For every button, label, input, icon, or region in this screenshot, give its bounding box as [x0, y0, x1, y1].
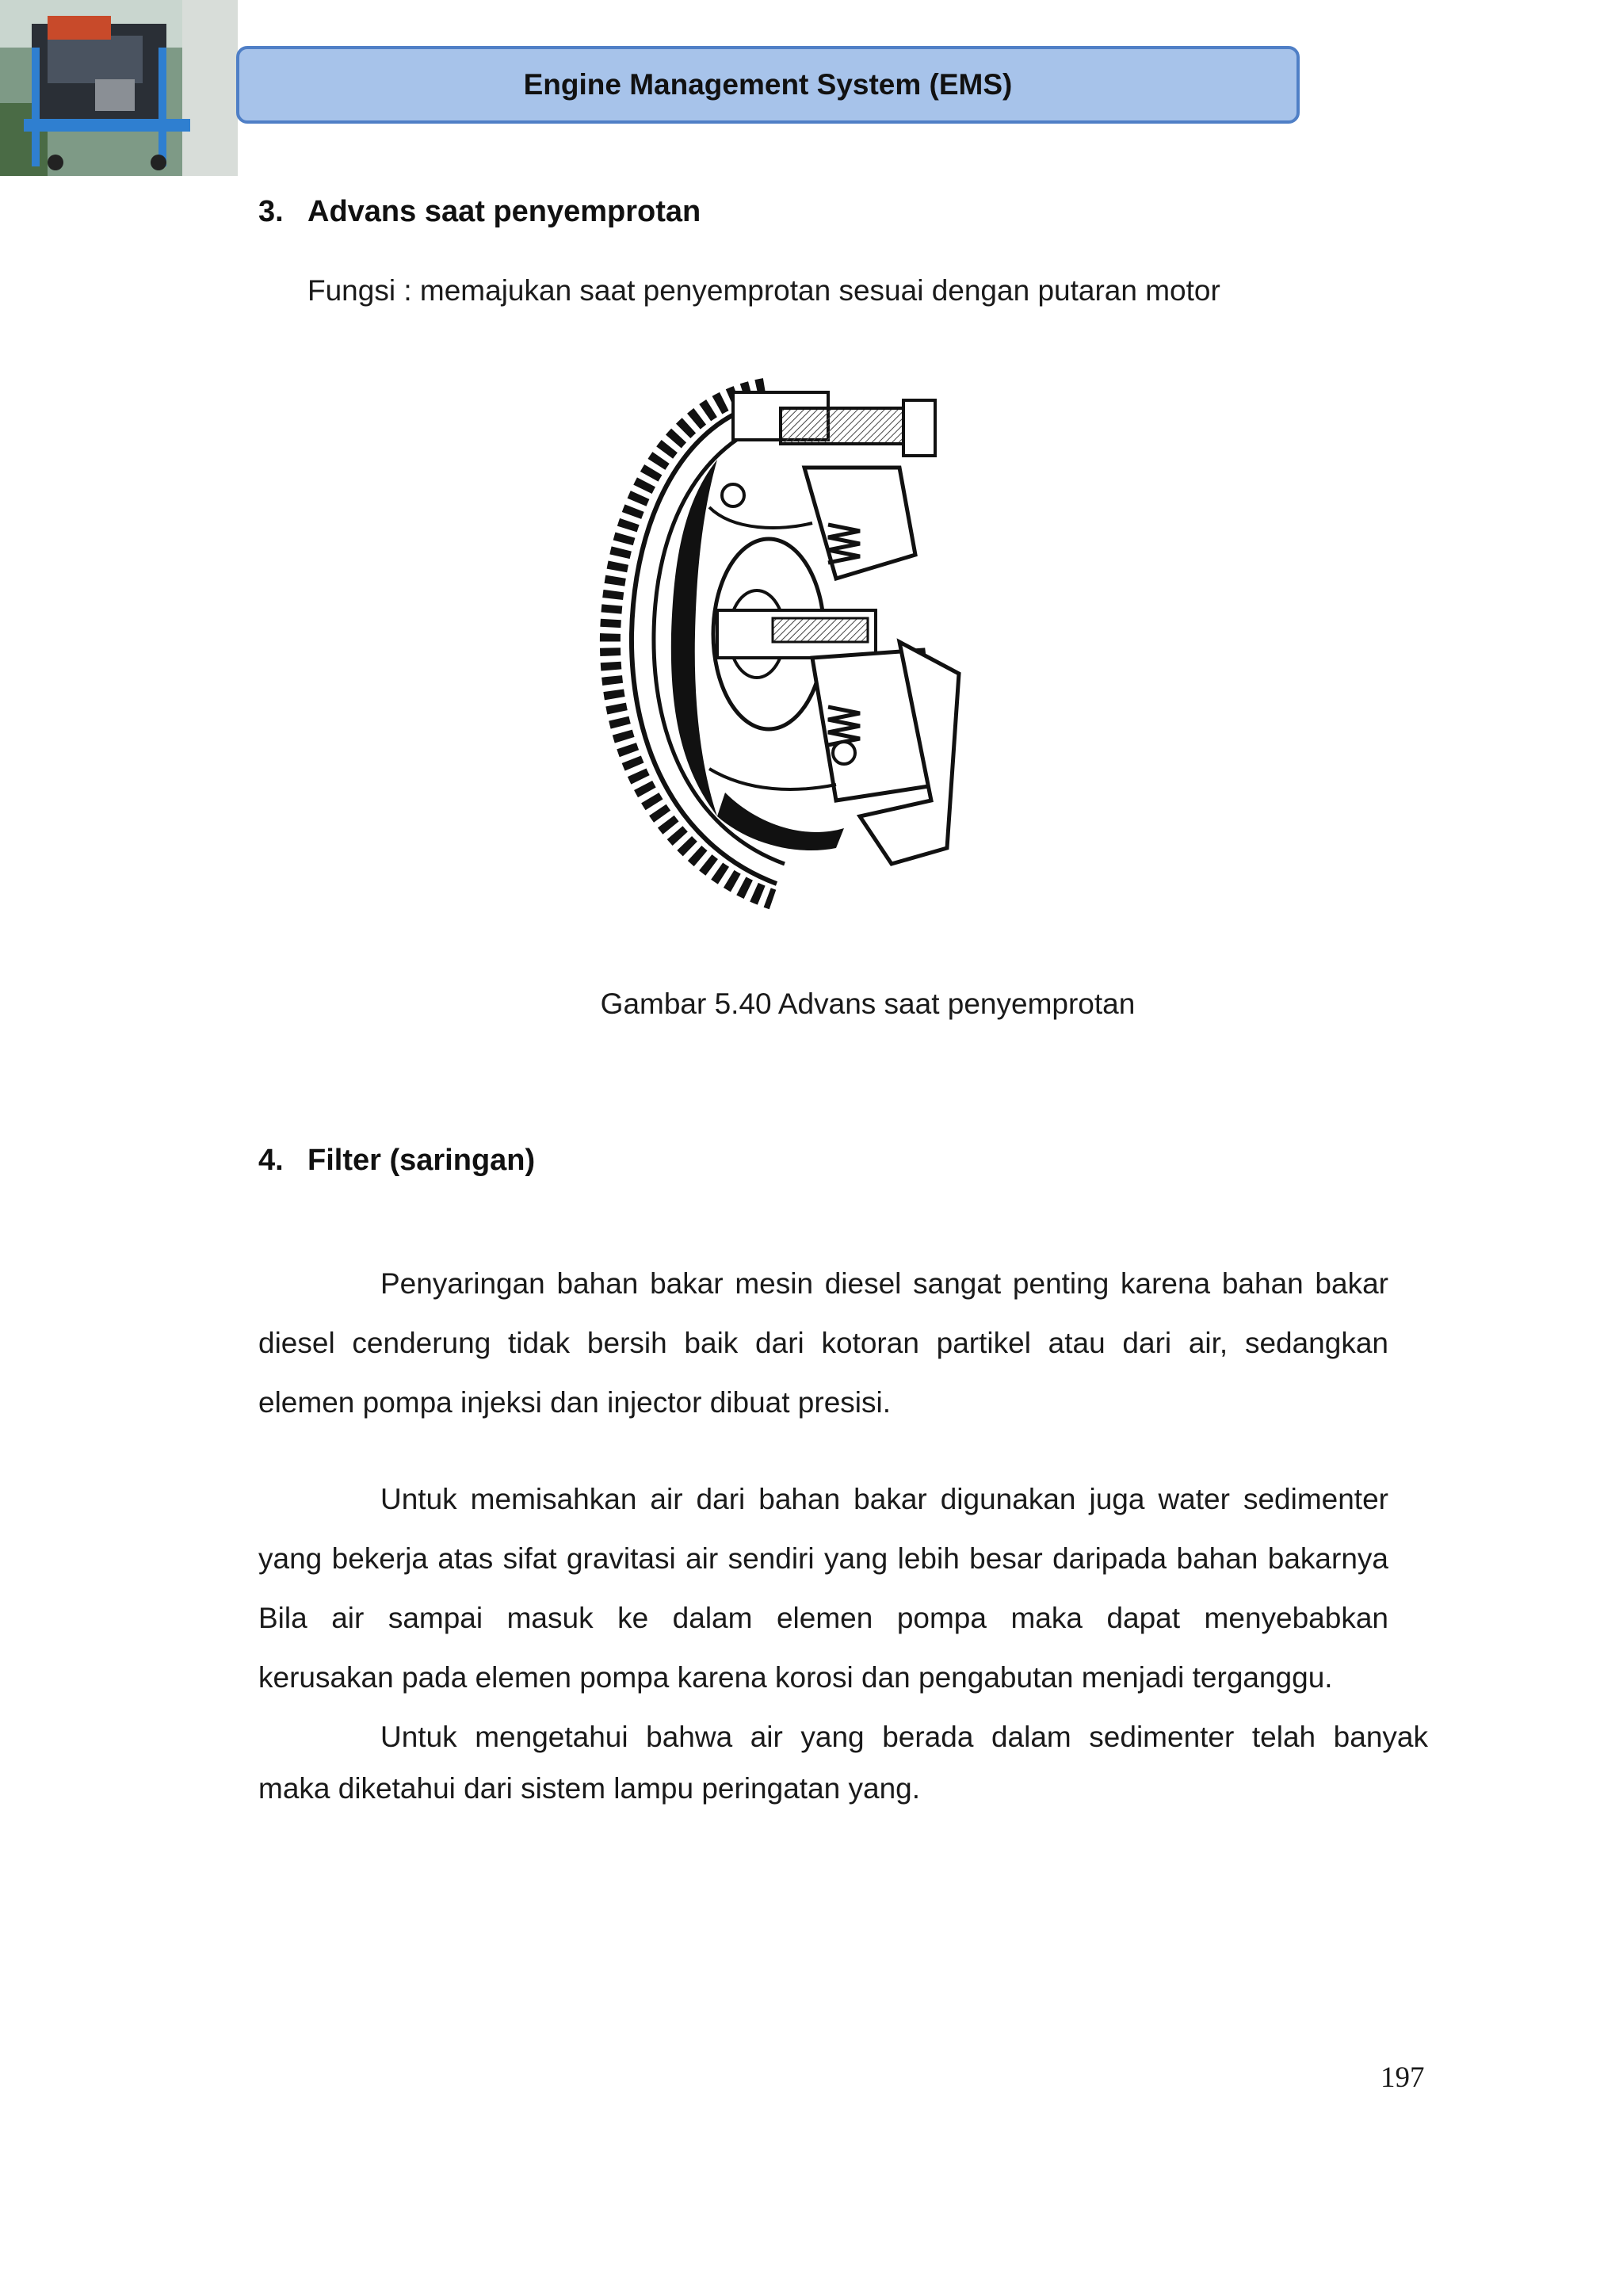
- section-3-heading: [258, 195, 701, 229]
- paragraph-line: Untuk memisahkan air dari bahan bakar digunakan juga water sedimenter: [380, 1483, 1388, 1515]
- paragraph-line: Penyaringan bahan bakar mesin diesel sangat penting karena bahan bakar: [380, 1267, 1388, 1300]
- timing-advance-illustration: [598, 372, 963, 911]
- section-3-number: 3.: [258, 195, 284, 228]
- section-3-function-text: Fungsi : memajukan saat penyemprotan sesuai dengan putaran motor: [307, 274, 1220, 307]
- engine-trainer-photo: [0, 0, 238, 176]
- paragraph-line: kerusakan pada elemen pompa karena korosi dan pengabutan menjadi terganggu.: [258, 1661, 1333, 1694]
- section-3-title: Advans saat penyemprotan: [307, 195, 701, 228]
- section-4-title: Filter (saringan): [307, 1144, 536, 1177]
- paragraph-line: diesel cenderung tidak bersih baik dari kotoran partikel atau dari air, sedangkan: [258, 1327, 1388, 1359]
- paragraph-line: elemen pompa injeksi dan injector dibuat presisi.: [258, 1386, 891, 1419]
- paragraph-water-sedimenter: [258, 1469, 1388, 1707]
- paragraph-line: Bila air sampai masuk ke dalam elemen pompa maka dapat menyebabkan: [258, 1602, 1388, 1634]
- chapter-header-banner: [236, 46, 1300, 124]
- chapter-header-title: Engine Management System (EMS): [523, 68, 1013, 101]
- paragraph-line: yang bekerja atas sifat gravitasi air sendiri yang lebih besar daripada bahan bakarnya: [258, 1542, 1388, 1575]
- page-number: 197: [1381, 2061, 1425, 2094]
- paragraph-filter-importance: [258, 1254, 1388, 1432]
- figure-caption: Gambar 5.40 Advans saat penyemprotan: [600, 988, 1136, 1020]
- section-4-number: 4.: [258, 1144, 284, 1177]
- paragraph-warning-lamp: [258, 1711, 1428, 1814]
- section-4-heading: [258, 1144, 535, 1178]
- paragraph-line: Untuk mengetahui bahwa air yang berada dalam sedimenter telah banyak: [380, 1721, 1428, 1753]
- paragraph-line: maka diketahui dari sistem lampu peringatan yang.: [258, 1772, 921, 1805]
